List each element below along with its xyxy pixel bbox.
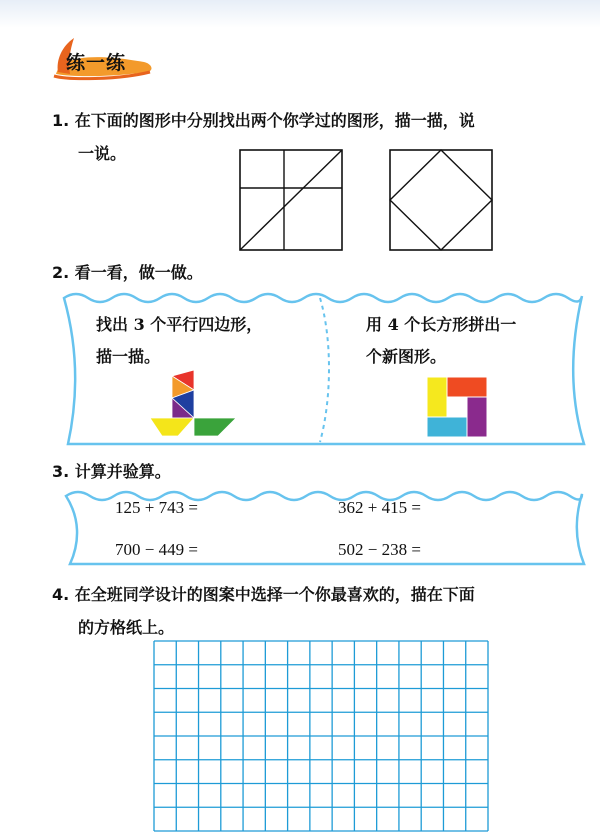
tangram-boat-figure (148, 368, 240, 440)
question-1-text-line1: 在下面的图形中分别找出两个你学过的图形，描一描，说 (74, 111, 475, 130)
left-box-line2: 描一描。 (96, 347, 161, 366)
right-box-line1: 用 4 个长方形拼出一 (366, 315, 517, 334)
figure-square-with-rhombus (388, 148, 494, 252)
top-band (0, 0, 600, 28)
question-4-text-line2: 的方格纸上。 (78, 618, 175, 637)
question-4-text-line1: 在全班同学设计的图案中选择一个你最喜欢的，描在下面 (74, 585, 475, 604)
equation-3: 700 − 449 = (115, 540, 198, 559)
equation-4: 502 − 238 = (338, 540, 421, 559)
question-4-number: 4. (52, 585, 70, 604)
question-4 (52, 580, 592, 610)
question-1 (52, 106, 592, 136)
question-2-text: 看一看，做一做。 (74, 263, 203, 282)
equation-1: 125 + 743 = (115, 498, 198, 517)
question-3-text: 计算并验算。 (74, 462, 171, 481)
right-box-line2: 个新图形。 (366, 347, 447, 366)
four-rectangles-figure (426, 376, 488, 438)
left-box-line1: 找出 3 个平行四边形， (96, 315, 263, 334)
question-1-text-line2: 一说。 (78, 144, 127, 163)
question-2 (52, 258, 203, 288)
question-3-number: 3. (52, 462, 70, 481)
equation-2: 362 + 415 = (338, 498, 421, 517)
figure-square-divided (238, 148, 344, 252)
grid-paper[interactable] (153, 640, 489, 832)
question-2-number: 2. (52, 263, 70, 282)
question-3 (52, 457, 171, 487)
question-1-number: 1. (52, 111, 70, 130)
section-title: 练一练 (66, 52, 127, 74)
